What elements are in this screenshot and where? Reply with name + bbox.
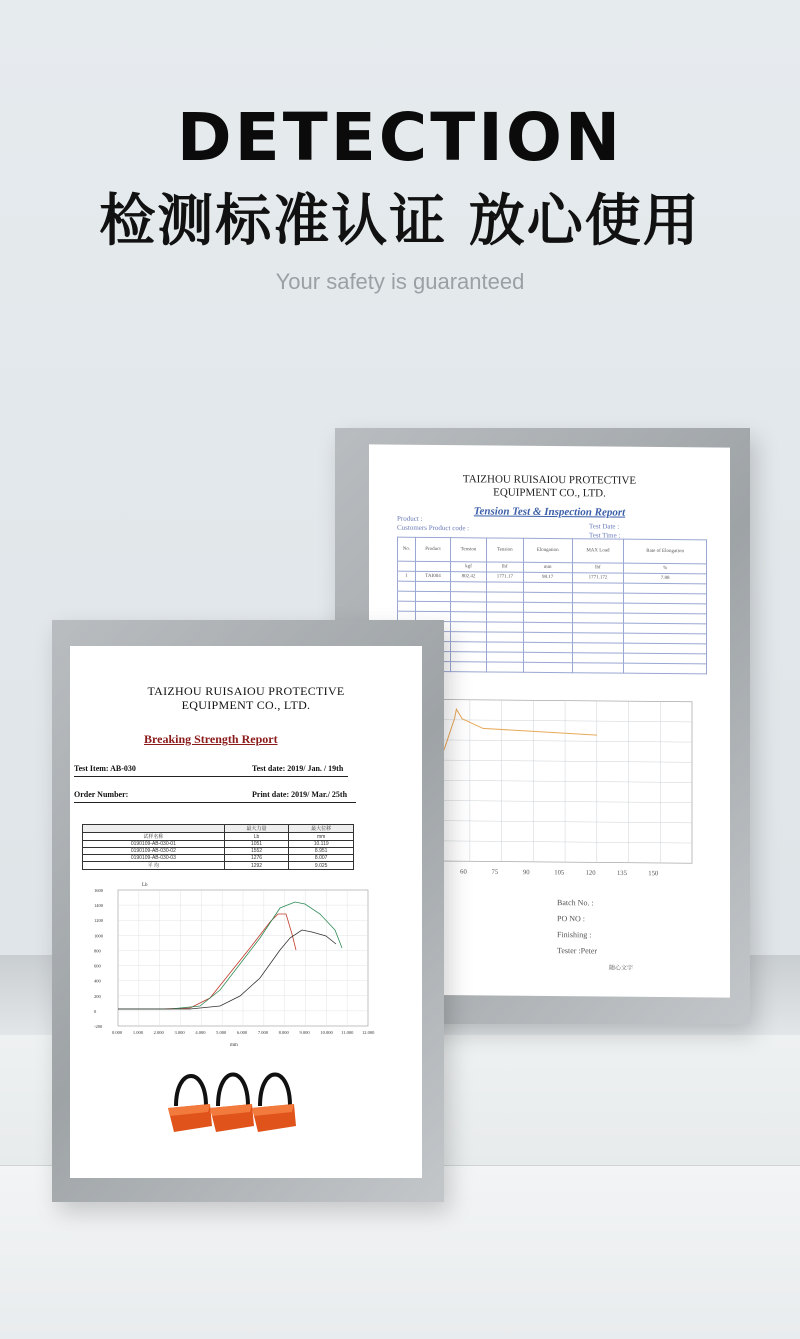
x-tick-label: 5.000	[216, 1030, 227, 1035]
back-td	[572, 603, 624, 613]
x-unit-label: mm	[230, 1043, 238, 1048]
front-td: 最大位移	[289, 825, 354, 833]
back-td	[415, 601, 450, 611]
front-frame	[52, 620, 444, 1202]
back-td	[451, 582, 487, 592]
back-td: 98.17	[523, 572, 572, 582]
front-company-line2: EQUIPMENT CO., LTD.	[181, 698, 311, 712]
back-td	[624, 603, 707, 614]
breaking-strength-chart	[90, 878, 380, 1048]
x-tick-label: 90	[522, 869, 530, 877]
back-td	[451, 642, 487, 652]
back-td	[398, 601, 416, 611]
back-td	[486, 642, 523, 652]
table-row	[83, 855, 354, 862]
orange-tensioner-3	[252, 1075, 296, 1133]
back-td: TAI004	[415, 571, 450, 581]
back-product-label: Product :	[397, 514, 423, 523]
back-td	[398, 561, 416, 571]
x-tick-label: 10.000	[320, 1030, 333, 1035]
front-td: 8.951	[289, 848, 354, 855]
back-td	[486, 582, 523, 592]
table-row	[83, 841, 354, 848]
y-tick-label: -200	[94, 1024, 103, 1029]
front-company-line1: TAIZHOU RUISAIOU PROTECTIVE	[147, 684, 345, 698]
back-td	[486, 612, 523, 622]
title-en: DETECTION	[176, 99, 624, 176]
y-tick-label: 1600	[94, 888, 103, 893]
back-td	[624, 593, 707, 604]
x-tick-label: 150	[648, 870, 659, 878]
back-td	[572, 593, 624, 603]
back-td	[451, 622, 487, 632]
front-td: 1292	[224, 862, 289, 870]
back-th: Tension	[486, 538, 523, 562]
test-item: Test Item: AB-030	[74, 764, 136, 773]
x-tick-label: 12.000	[362, 1030, 375, 1035]
back-td	[572, 643, 624, 653]
front-report-title: Breaking Strength Report	[144, 732, 278, 746]
x-tick-label: 105	[554, 869, 565, 877]
back-td	[523, 612, 572, 622]
back-td: 1	[398, 571, 416, 581]
table-row	[83, 862, 354, 870]
back-company-name	[369, 472, 730, 501]
back-td	[451, 612, 487, 622]
back-td	[523, 622, 572, 632]
back-th: No.	[398, 537, 416, 561]
back-test-time-label: Test Time :	[589, 531, 621, 540]
back-td	[486, 632, 523, 642]
back-td	[415, 561, 450, 571]
back-td	[572, 633, 624, 643]
back-td	[624, 583, 707, 594]
back-td	[624, 623, 707, 634]
y-unit-label: Lb	[142, 883, 148, 888]
back-td: 1771.172	[572, 573, 624, 583]
back-td	[415, 591, 450, 601]
back-td	[572, 653, 624, 663]
front-results-table	[82, 824, 354, 870]
back-td	[624, 633, 707, 644]
back-td	[398, 581, 416, 591]
back-td	[572, 583, 624, 593]
back-tester-label: Tester :Peter	[557, 946, 598, 956]
orange-tensioner-2	[210, 1075, 254, 1133]
x-tick-label: 120	[585, 869, 596, 877]
back-th: Product	[415, 537, 450, 561]
back-td	[523, 632, 572, 642]
x-tick-label: 6.000	[237, 1030, 248, 1035]
back-td	[523, 662, 572, 672]
back-td	[451, 592, 487, 602]
back-td	[451, 652, 487, 662]
back-td	[523, 592, 572, 602]
back-td	[572, 663, 624, 673]
front-td: 最大力量	[224, 825, 289, 833]
x-tick-label: 7.000	[257, 1030, 268, 1035]
back-td: 1771.17	[486, 572, 523, 582]
y-tick-label: 600	[94, 963, 101, 969]
front-td: 0190109-AB-030-03	[83, 855, 225, 862]
divider	[74, 802, 356, 803]
x-tick-label: 1.000	[132, 1030, 143, 1035]
y-tick-label: 800	[94, 948, 101, 954]
x-tick-label: 0.000	[112, 1030, 123, 1035]
back-td	[624, 643, 707, 654]
back-td: lbf	[572, 563, 624, 573]
divider	[74, 776, 348, 777]
test-date: Test date: 2019/ Jan. / 19th	[252, 764, 344, 773]
back-td	[398, 591, 416, 601]
back-th: Tension	[451, 538, 487, 562]
back-company-line1: TAIZHOU RUISAIOU PROTECTIVE	[462, 473, 637, 487]
front-company-name	[70, 684, 422, 712]
back-th: Elongation	[523, 538, 572, 562]
x-tick-label: 60	[460, 868, 467, 876]
back-signature: 随心文字	[609, 965, 634, 972]
back-td: 7.88	[624, 573, 707, 584]
order-number: Order Number:	[74, 790, 129, 799]
tensioner-products-image	[166, 1056, 300, 1144]
front-td: 9.025	[289, 862, 354, 870]
front-td: 10.119	[289, 841, 354, 848]
back-td	[486, 662, 523, 672]
front-td: 试样名称	[83, 833, 225, 841]
y-tick-label: 1400	[94, 903, 103, 909]
front-td: 1051	[224, 841, 289, 848]
front-td: mm	[289, 833, 354, 841]
back-td: lbf	[486, 562, 523, 572]
x-tick-label: 135	[616, 869, 627, 878]
back-td: 802.42	[451, 572, 487, 582]
back-th: MAX Load	[572, 539, 624, 563]
x-tick-label: 8.000	[278, 1030, 289, 1035]
y-tick-label: 400	[94, 978, 101, 984]
back-td	[451, 632, 487, 642]
back-td	[572, 623, 624, 633]
front-td: 0190109-AB-030-02	[83, 848, 225, 855]
print-date: Print date: 2019/ Mar./ 25th	[252, 790, 348, 799]
back-td	[415, 581, 450, 591]
back-td	[486, 622, 523, 632]
front-td: Lb	[224, 833, 289, 841]
back-td: mm	[523, 562, 572, 572]
back-test-date-label: Test Date :	[589, 522, 620, 531]
y-tick-label: 200	[94, 993, 101, 999]
front-td	[83, 825, 225, 833]
back-td	[523, 582, 572, 592]
x-tick-label: 9.000	[299, 1030, 310, 1035]
front-td: 1276	[224, 855, 289, 862]
front-table-head	[83, 825, 354, 833]
tagline: Your safety is guaranteed	[275, 269, 525, 294]
back-td	[624, 663, 707, 674]
product-photo	[166, 1056, 300, 1144]
front-td: 8.007	[289, 855, 354, 862]
front-td: 0190109-AB-030-01	[83, 841, 225, 848]
front-td: 1552	[224, 848, 289, 855]
back-td: %	[624, 563, 707, 574]
back-customer-code-label: Customers Product code :	[397, 523, 470, 533]
back-td	[486, 602, 523, 612]
back-td	[572, 613, 624, 623]
x-tick-label: 3.000	[174, 1030, 185, 1035]
front-chart-y-ticks	[94, 888, 104, 1029]
breaking-strength-document	[70, 646, 422, 1178]
back-finishing-label: Finishing :	[557, 930, 592, 940]
front-table-units	[83, 833, 354, 841]
back-company-line2: EQUIPMENT CO., LTD.	[493, 486, 606, 500]
back-td	[451, 602, 487, 612]
back-td	[624, 653, 707, 664]
front-chart-x-ticks	[112, 1030, 375, 1035]
back-td: kgf	[451, 562, 487, 572]
back-td	[486, 592, 523, 602]
back-table-header-row	[398, 537, 707, 564]
x-tick-label: 2.000	[153, 1030, 164, 1035]
x-tick-label: 75	[491, 868, 499, 876]
y-tick-label: 1200	[94, 918, 103, 924]
back-td	[624, 613, 707, 624]
back-td	[523, 652, 572, 662]
x-tick-label: 11.000	[341, 1030, 354, 1035]
back-td	[486, 652, 523, 662]
back-td	[523, 642, 572, 652]
back-report-title: Tension Test & Inspection Report	[473, 505, 626, 519]
orange-tensioner-1	[168, 1076, 212, 1132]
y-tick-label: 1000	[94, 933, 103, 939]
front-td: 平 均	[83, 862, 225, 870]
back-th: Rate of Elongation	[624, 539, 707, 564]
back-po-label: PO NO :	[557, 914, 586, 924]
back-td	[523, 602, 572, 612]
back-td	[451, 662, 487, 672]
title-cn: 检测标准认证 放心使用	[99, 189, 701, 254]
table-row	[83, 848, 354, 855]
back-batch-label: Batch No. :	[557, 898, 594, 908]
y-tick-label: 0	[94, 1008, 97, 1014]
x-tick-label: 4.000	[195, 1030, 206, 1035]
